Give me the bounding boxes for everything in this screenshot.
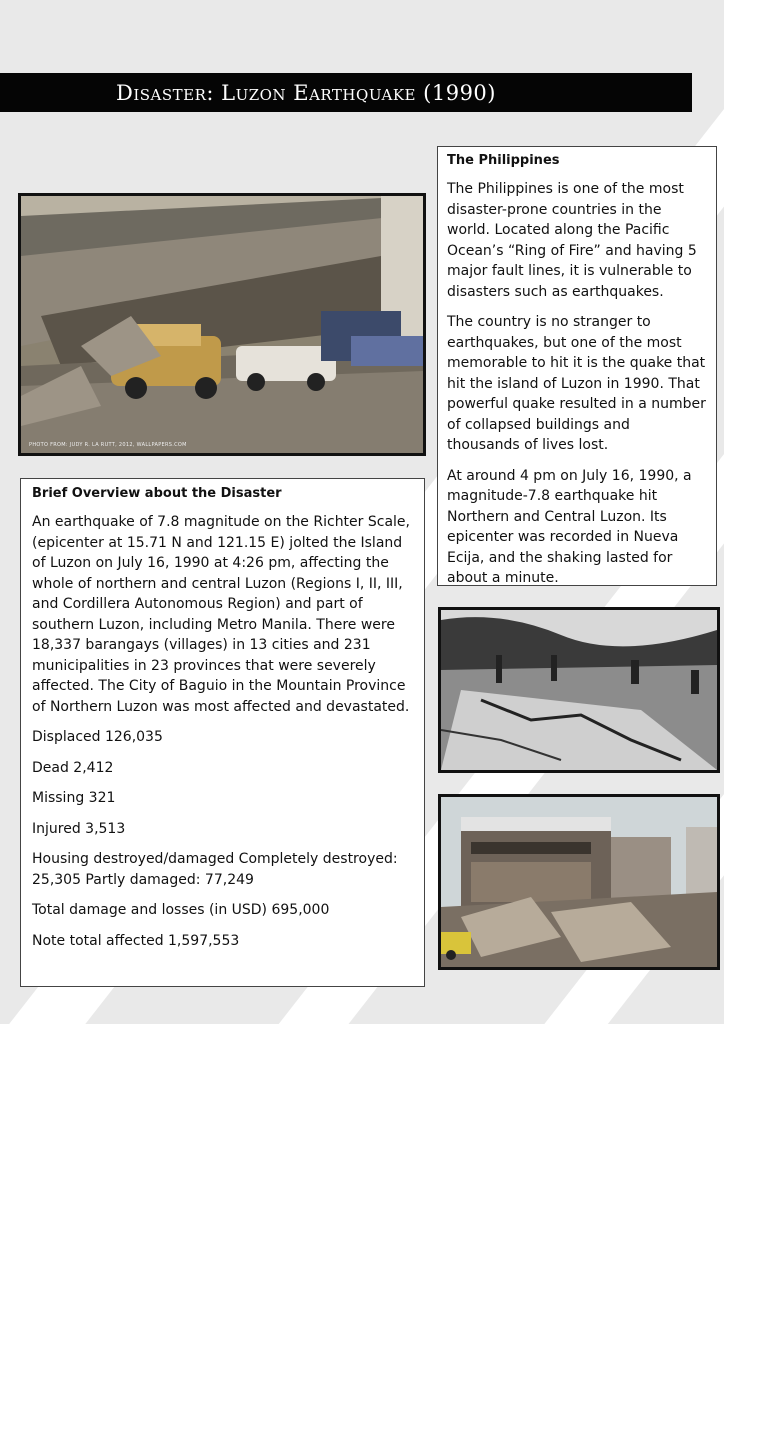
philippines-heading: The Philippines <box>447 153 560 168</box>
stat-housing: Housing destroyed/damaged Completely destroyed: 25,305 Partly damaged: 77,249 <box>32 851 398 888</box>
philippines-paragraph-2: The country is no stranger to earthquakes, but one of the most memorable to hit it is the quake that hit the island of Luzon in 1990. That powerful quake resulted in a number of collapsed buildings and thousands of lives lost. <box>447 314 706 453</box>
stat-injured: Injured 3,513 <box>32 820 126 837</box>
disaster-overview-box <box>20 478 425 987</box>
stat-missing: Missing 321 <box>32 790 116 806</box>
philippines-info-box <box>437 146 717 586</box>
photo-credit: PHOTO FROM: JUDY R. LA RUTT, 2012, WALLPAPERS.COM <box>29 442 187 448</box>
philippines-paragraph-3: At around 4 pm on July 16, 1990, a magnitude-7.8 earthquake hit Northern and Central Luzon. Its epicenter was recorded in Nueva Ecija, and the shaking lasted for about a minute. <box>447 467 692 586</box>
stat-displaced: Displaced 126,035 <box>32 729 163 745</box>
page-title: Disaster: Luzon Earthquake (1990) <box>0 73 692 112</box>
philippines-paragraph-1: The Philippines is one of the most disaster-prone countries in the world. Located along the Pacific Ocean’s “Ring of Fire” and having 5 major fault lines, it is vulnerable to disasters such as earthquakes. <box>447 181 697 300</box>
cracked-road-photo <box>438 607 720 773</box>
overview-intro: An earthquake of 7.8 magnitude on the Richter Scale, (epicenter at 15.71 N and 121.15 E) jolted the Island of Luzon on July 16, 1990 at 4:26 pm, affecting the whole of northern and central Luzon (Regions I, II, III, and Cordillera Autonomous Region) and part of southern Luzon, including Metro Manila. There were 18,337 barangays (villages) in 13 cities and 231 municipalities in 23 provinces that were severely affected. The City of Baguio in the Mountain Province of Northern Luzon was most affected and devastated. <box>32 514 410 715</box>
stat-total-damage: Total damage and losses (in USD) 695,000 <box>32 902 330 918</box>
stat-total-affected: Note total affected 1,597,553 <box>32 932 240 949</box>
stat-dead: Dead 2,412 <box>32 759 114 776</box>
overview-heading: Brief Overview about the Disaster <box>32 486 282 501</box>
destroyed-street-photo <box>438 794 720 970</box>
collapsed-building-photo <box>18 193 426 456</box>
